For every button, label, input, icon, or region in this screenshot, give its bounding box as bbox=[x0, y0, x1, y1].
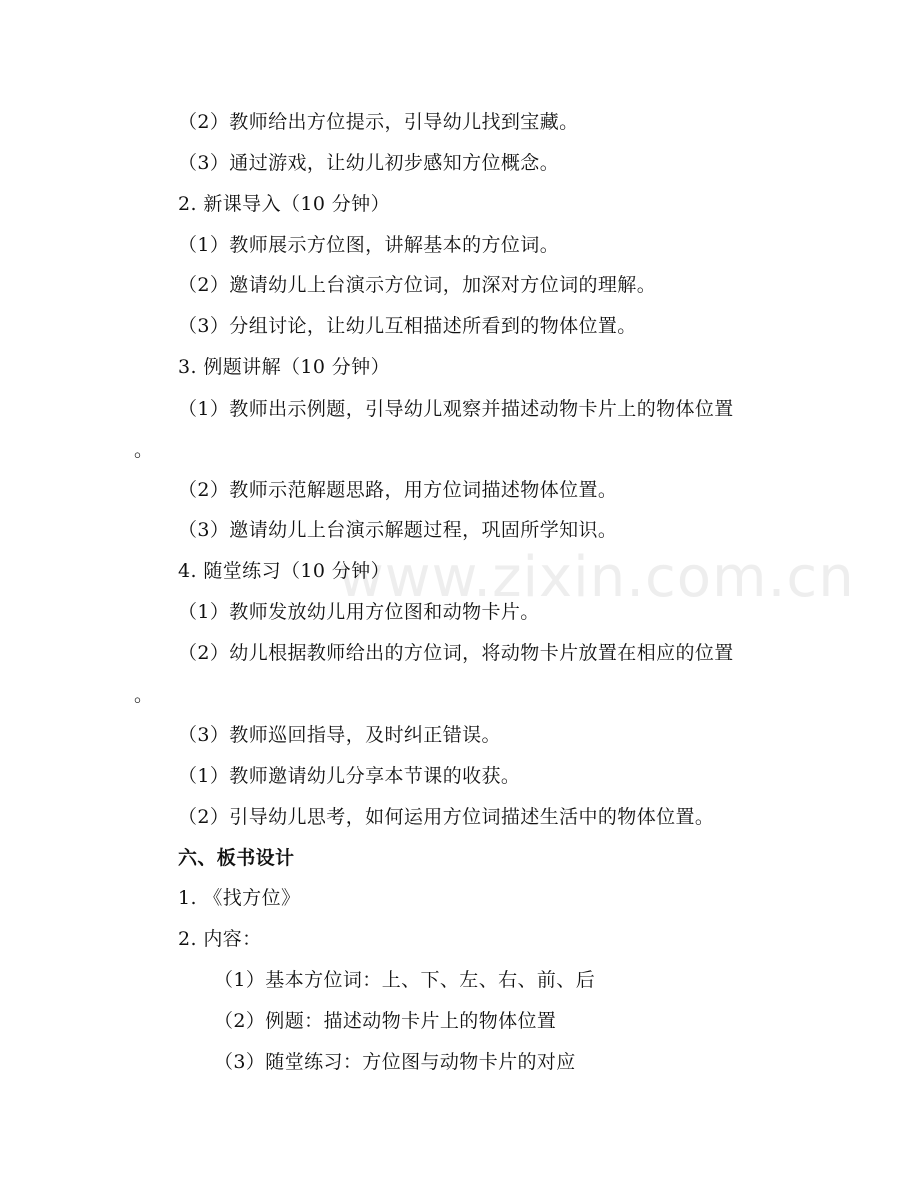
text-line: （2）引导幼儿思考，如何运用方位词描述生活中的物体位置。 bbox=[178, 806, 715, 828]
board-title: 1. 《找方位》 bbox=[178, 887, 301, 909]
text-line: （2）邀请幼儿上台演示方位词，加深对方位词的理解。 bbox=[178, 274, 657, 296]
text-line: （3）教师巡回指导，及时纠正错误。 bbox=[178, 724, 501, 746]
text-line: （1）教师出示例题，引导幼儿观察并描述动物卡片上的物体位置 bbox=[178, 398, 734, 420]
board-item: （2）例题：描述动物卡片上的物体位置 bbox=[214, 1010, 557, 1032]
text-line: （3）分组讨论，让幼儿互相描述所看到的物体位置。 bbox=[178, 315, 637, 337]
board-item: （1）基本方位词：上、下、左、右、前、后 bbox=[214, 969, 596, 991]
text-line: （2）教师示范解题思路，用方位词描述物体位置。 bbox=[178, 479, 618, 501]
text-line: （2）教师给出方位提示，引导幼儿找到宝藏。 bbox=[178, 111, 579, 133]
text-line: （3）邀请幼儿上台演示解题过程，巩固所学知识。 bbox=[178, 519, 618, 541]
watermark: www.zixin.com.cn bbox=[338, 545, 855, 610]
text-line: （3）通过游戏，让幼儿初步感知方位概念。 bbox=[178, 152, 560, 174]
section-heading: 3. 例题讲解（10 分钟） bbox=[178, 356, 390, 378]
text-line: （2）幼儿根据教师给出的方位词，将动物卡片放置在相应的位置 bbox=[178, 642, 734, 664]
section-heading: 4. 随堂练习（10 分钟） bbox=[178, 560, 390, 582]
text-line-continuation: 。 bbox=[134, 684, 154, 706]
board-content-label: 2. 内容： bbox=[178, 928, 262, 950]
text-line: （1）教师发放幼儿用方位图和动物卡片。 bbox=[178, 601, 540, 623]
section-heading: 2. 新课导入（10 分钟） bbox=[178, 193, 390, 215]
chapter-heading: 六、板书设计 bbox=[178, 847, 295, 869]
board-item: （3）随堂练习：方位图与动物卡片的对应 bbox=[214, 1051, 576, 1073]
text-line: （1）教师邀请幼儿分享本节课的收获。 bbox=[178, 765, 521, 787]
text-line: （1）教师展示方位图，讲解基本的方位词。 bbox=[178, 234, 560, 256]
text-line-continuation: 。 bbox=[134, 439, 154, 461]
